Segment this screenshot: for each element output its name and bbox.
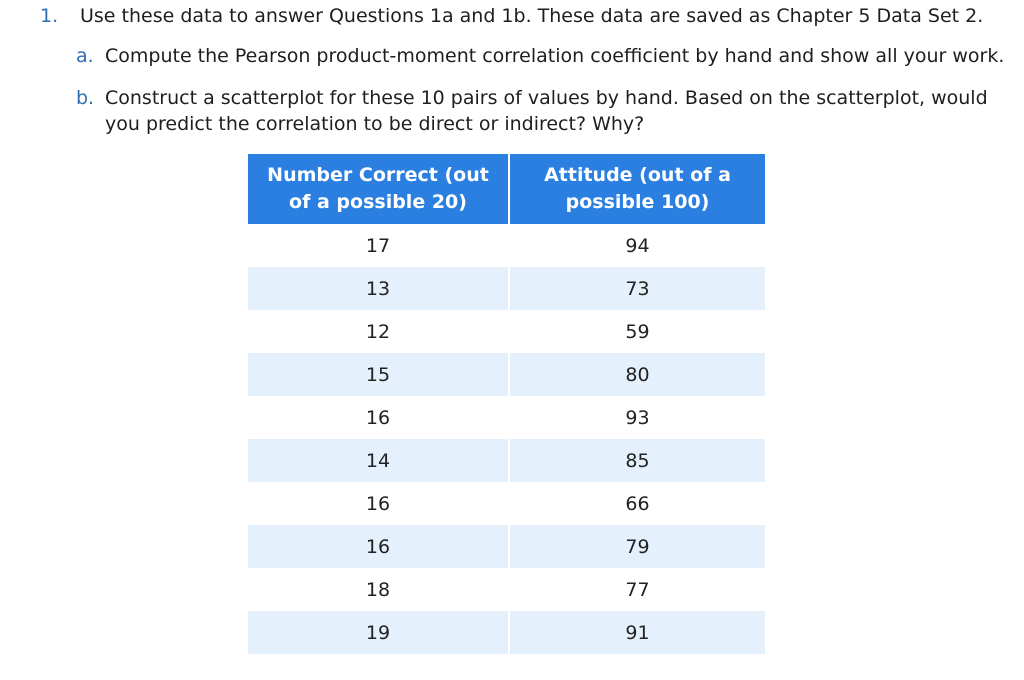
- part-b-text-line2: you predict the correlation to be direct or indirect? Why?: [105, 113, 645, 135]
- table-row: [248, 267, 765, 310]
- table-row: [248, 611, 765, 654]
- table-row: [248, 224, 765, 267]
- cell-attitude: 93: [510, 396, 765, 439]
- header-col1-line2: of a possible 20): [289, 191, 467, 213]
- table-row: [248, 310, 765, 353]
- part-a-letter: a.: [76, 45, 94, 67]
- table-row: [248, 396, 765, 439]
- cell-number-correct: 14: [248, 439, 510, 482]
- question-1: [40, 4, 983, 28]
- table-header-row: [248, 154, 765, 224]
- cell-attitude: 66: [510, 482, 765, 525]
- part-b-text-line1: Construct a scatterplot for these 10 pairs of values by hand. Based on the scatterplot, would: [105, 87, 988, 109]
- cell-attitude: 77: [510, 568, 765, 611]
- cell-attitude: 79: [510, 525, 765, 568]
- cell-attitude: 73: [510, 267, 765, 310]
- cell-attitude: 80: [510, 353, 765, 396]
- cell-number-correct: 19: [248, 611, 510, 654]
- header-col2-line1: Attitude (out of a: [544, 164, 731, 186]
- table-row: [248, 353, 765, 396]
- cell-number-correct: 17: [248, 224, 510, 267]
- cell-number-correct: 18: [248, 568, 510, 611]
- table-row: [248, 525, 765, 568]
- data-table: [248, 154, 765, 654]
- header-number-correct: [248, 154, 510, 224]
- question-part-b: [76, 86, 988, 110]
- part-a-text: Compute the Pearson product-moment correlation coefficient by hand and show all your work.: [105, 45, 1005, 67]
- cell-number-correct: 12: [248, 310, 510, 353]
- cell-number-correct: 16: [248, 396, 510, 439]
- header-col1-line1: Number Correct (out: [267, 164, 489, 186]
- cell-attitude: 91: [510, 611, 765, 654]
- cell-number-correct: 13: [248, 267, 510, 310]
- cell-number-correct: 16: [248, 482, 510, 525]
- table-row: [248, 482, 765, 525]
- question-part-a: [76, 44, 1004, 68]
- header-attitude: [510, 154, 765, 224]
- cell-attitude: 94: [510, 224, 765, 267]
- table-row: [248, 439, 765, 482]
- cell-number-correct: 15: [248, 353, 510, 396]
- cell-number-correct: 16: [248, 525, 510, 568]
- question-part-b-continued: [105, 112, 644, 136]
- header-col2-line2: possible 100): [565, 191, 710, 213]
- cell-attitude: 59: [510, 310, 765, 353]
- cell-attitude: 85: [510, 439, 765, 482]
- part-b-letter: b.: [76, 87, 95, 109]
- question-number: 1.: [40, 5, 59, 27]
- table-row: [248, 568, 765, 611]
- question-text: Use these data to answer Questions 1a and 1b. These data are saved as Chapter 5 Data Set 2.: [80, 5, 984, 27]
